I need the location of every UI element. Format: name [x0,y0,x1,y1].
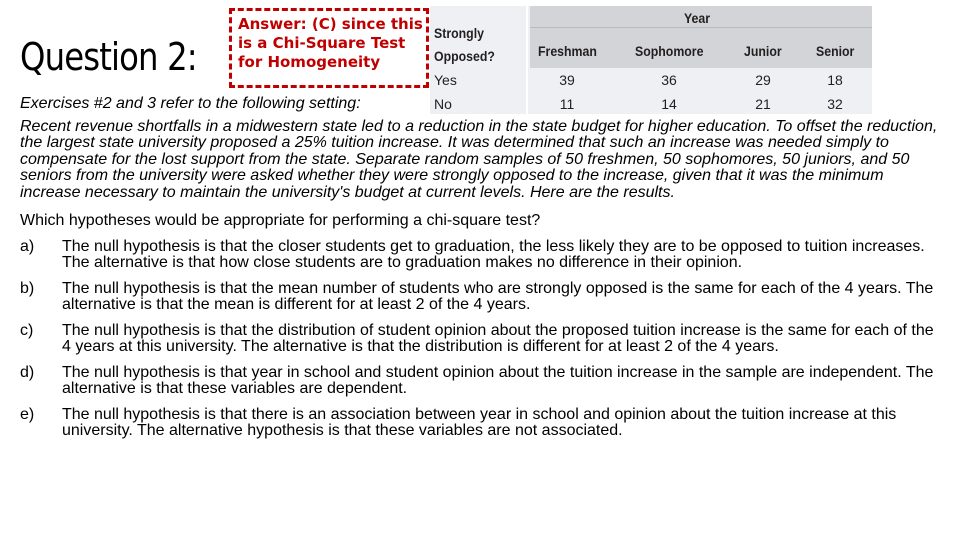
table-divider [530,27,872,28]
table-cell: 14 [661,96,677,112]
column-header: Senior [816,43,855,59]
option-text: The null hypothesis is that year in school and student opinion about the tuition increase in the sample are independent. The alternative is that these variables are dependent. [62,363,934,397]
table-cell: 18 [827,72,843,88]
table-cell: 21 [755,96,771,112]
row-header-line-1: Strongly [434,25,484,41]
column-header: Freshman [538,43,597,59]
answer-option-a [20,239,940,272]
answer-line-3: for Homogeneity [238,53,381,71]
row-header-line-2: Opposed? [434,48,495,64]
option-text: The null hypothesis is that the mean number of students who are strongly opposed is the same for each of the 4 years. The alternative is that the mean is different for at least 2 of the 4 years. [62,279,934,313]
option-label: d) [20,363,35,381]
column-header: Junior [744,43,782,59]
table-cell: 29 [755,72,771,88]
answer-line-1: Answer: (C) since this [238,15,423,33]
setting-text: Recent revenue shortfalls in a midwestern state led to a reduction in the state budget for higher education. To offset the reduction, the largest state university proposed a 25% tuition increase. It was determined that such an increase was needed simply to compensate for the lost support from the state. Separate random samples of 50 freshmen, 50 sophomores, 50 juniors, and 50 seniors from the university were asked whether they were strongly opposed to the increase, given that it was the minimum increase necessary to maintain the university's budget at current levels. Here are the results. [20,117,938,201]
option-label: b) [20,279,35,297]
answer-option-c [20,323,940,356]
answer-line-2: is a Chi-Square Test [238,34,406,52]
table-cell: 36 [661,72,677,88]
option-text: The null hypothesis is that the distribution of student opinion about the proposed tuition increase is the same for each of the 4 years at this university. The alternative is that the distribution is different for at least 2 of the 4 years. [62,321,934,355]
table-cell: 39 [559,72,575,88]
table-cell: 32 [827,96,843,112]
row-label: No [434,96,452,112]
option-label: e) [20,405,35,423]
question-body [20,96,940,449]
question-prompt: Which hypotheses would be appropriate for performing a chi-square test? [20,212,541,229]
option-label: a) [20,237,35,255]
table-cell: 11 [559,96,575,112]
answer-option-d [20,365,940,398]
row-label: Yes [434,72,457,88]
option-text: The null hypothesis is that the closer students get to graduation, the less likely they are to be opposed to tuition increases. The alternative is that how close students are to graduation makes no difference in their opinion. [62,237,925,271]
answer-option-e [20,407,940,440]
option-label: c) [20,321,34,339]
column-header: Sophomore [635,43,704,59]
page-title: Question 2: [20,35,197,79]
option-text: The null hypothesis is that there is an association between year in school and opinion about the tuition increase at this university. The alternative hypothesis is that these variables are not associated. [62,405,897,439]
answer-callout [229,8,429,88]
year-group-header: Year [684,10,711,26]
setting-intro: Exercises #2 and 3 refer to the following setting: [20,95,361,112]
answer-option-b [20,281,940,314]
